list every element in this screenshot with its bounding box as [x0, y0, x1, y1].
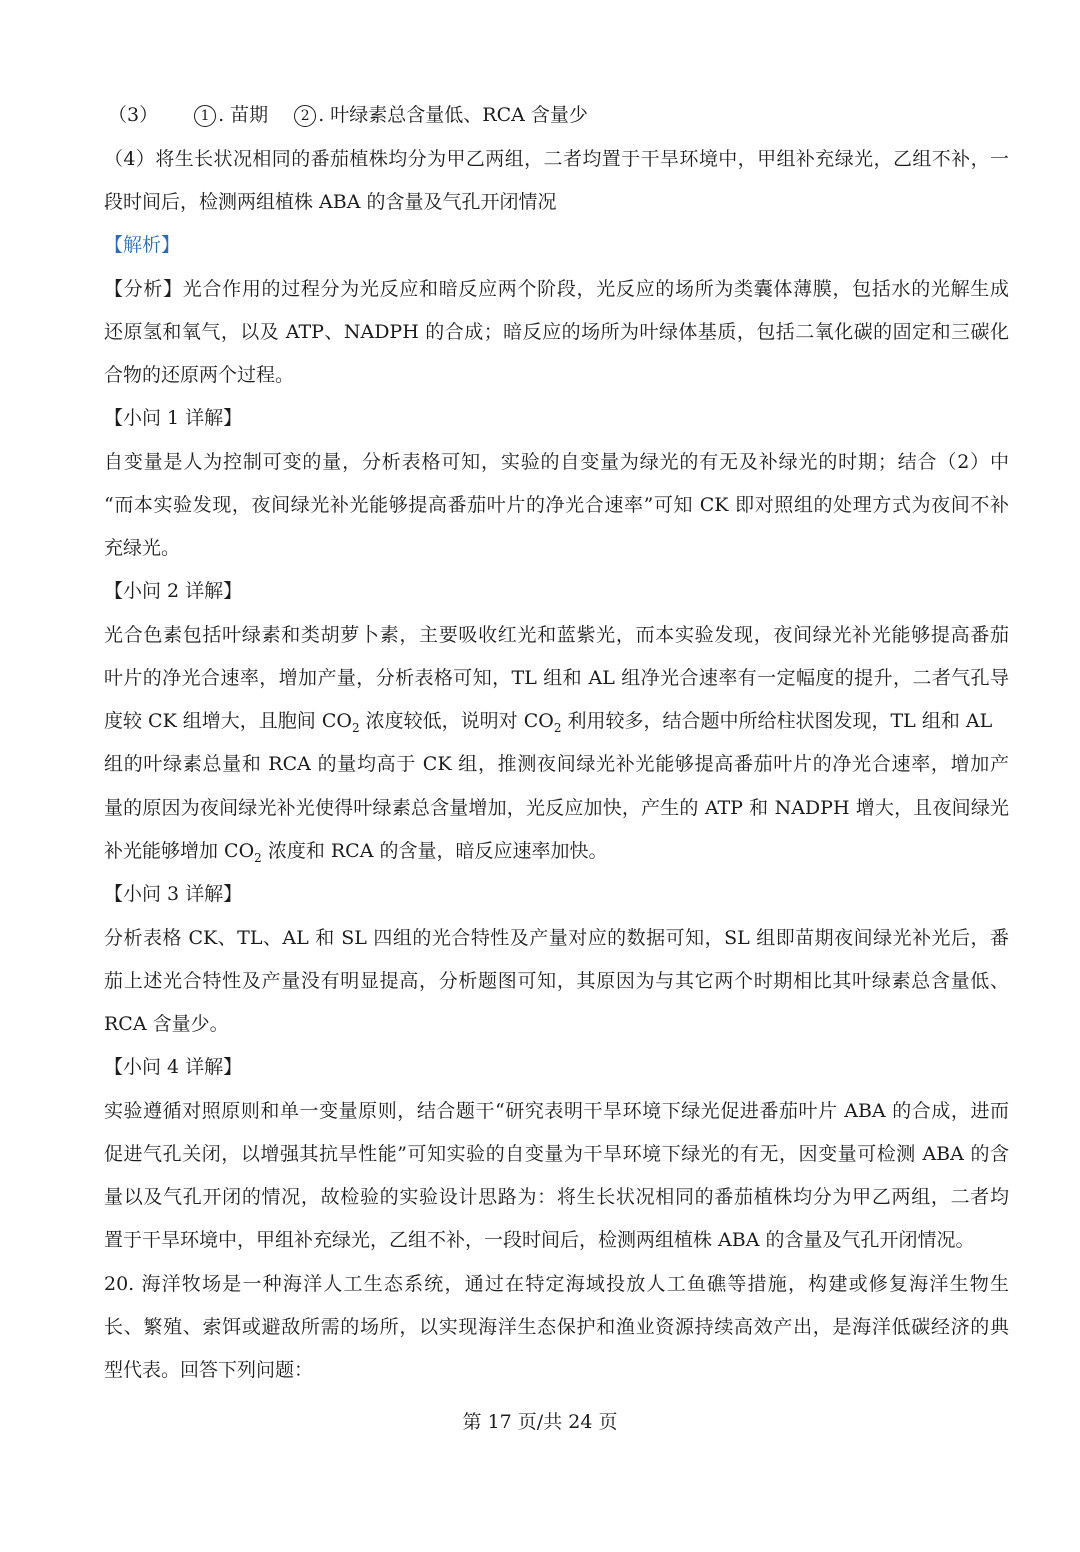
answer-3-item-1: . 苗期	[218, 104, 269, 126]
answer-4-line-2: 段时间后，检测两组植株 ABA 的含量及气孔开闭情况	[104, 191, 557, 213]
subquestion-3-heading: 【小问 3 详解】	[104, 883, 243, 905]
subscript: 2	[254, 850, 262, 865]
subquestion-2-heading: 【小问 2 详解】	[104, 580, 243, 602]
subquestion-4-line-3: 量以及气孔开闭的情况，故检验的实验设计思路为：将生长状况相同的番茄植株均分为甲乙两组，二者均	[104, 1186, 1009, 1208]
subquestion-2-line-1: 光合色素包括叶绿素和类胡萝卜素，主要吸收红光和蓝紫光，而本实验发现，夜间绿光补光能够提高番茄	[104, 624, 1009, 646]
subquestion-1-heading: 【小问 1 详解】	[104, 407, 243, 429]
answer-3-item-2: . 叶绿素总含量低、RCA 含量少	[318, 104, 588, 126]
question-20-line-1: 20. 海洋牧场是一种海洋人工生态系统，通过在特定海域投放人工鱼礁等措施，构建或修复海洋生物生	[104, 1273, 1009, 1295]
question-20-line-3: 型代表。回答下列问题：	[104, 1359, 314, 1381]
text-run: 浓度和 RCA 的含量，暗反应速率加快。	[261, 840, 608, 862]
analysis-line-1: 【分析】光合作用的过程分为光反应和暗反应两个阶段，光反应的场所为类囊体薄膜，包括水的光解生成	[104, 278, 1009, 300]
subquestion-4-heading: 【小问 4 详解】	[104, 1056, 243, 1078]
analysis-line-3: 合物的还原两个过程。	[104, 364, 295, 386]
subquestion-1-line-1: 自变量是人为控制可变的量，分析表格可知，实验的自变量为绿光的有无及补绿光的时期；结合（2）中	[104, 451, 1009, 473]
analysis-line-2: 还原氢和氧气，以及 ATP、NADPH 的合成；暗反应的场所为叶绿体基质，包括二氧化碳的固定和三碳化	[104, 321, 1009, 343]
subscript: 2	[351, 720, 360, 735]
answer-3-prefix: （3）	[108, 104, 159, 126]
answer-4-line-1: （4）将生长状况相同的番茄植株均分为甲乙两组，二者均置于干旱环境中，甲组补充绿光，乙组不补，一	[104, 148, 1009, 170]
subquestion-1-line-3: 充绿光。	[104, 537, 181, 559]
page-footer: 第 17 页/共 24 页	[462, 1411, 618, 1433]
subquestion-1-line-2: “而本实验发现，夜间绿光补光能够提高番茄叶片的净光合速率”可知 CK 即对照组的处理方式为夜间不补	[104, 494, 1009, 516]
subquestion-2-line-5: 量的原因为夜间绿光补光使得叶绿素总含量增加，光反应加快，产生的 ATP 和 NADPH 增大，且夜间绿光	[104, 797, 1009, 819]
subquestion-4-line-2: 促进气孔关闭，以增强其抗旱性能”可知实验的自变量为干旱环境下绿光的有无，因变量可检测 ABA 的含	[104, 1143, 1009, 1165]
subquestion-3-line-2: 茄上述光合特性及产量没有明显提高，分析题图可知，其原因为与其它两个时期相比其叶绿素总含量低、	[104, 970, 1009, 992]
text-run: 浓度较低，说明对 CO	[359, 710, 554, 732]
subquestion-4-line-4: 置于干旱环境中，甲组补充绿光，乙组不补，一段时间后，检测两组植株 ABA 的含量及气孔开闭情况。	[104, 1229, 975, 1251]
subquestion-2-line-6	[104, 837, 1009, 865]
circled-number-2: 2	[294, 105, 316, 127]
text-run: 补光能够增加 CO	[104, 840, 255, 862]
subquestion-3-line-1: 分析表格 CK、TL、AL 和 SL 四组的光合特性及产量对应的数据可知，SL 组即苗期夜间绿光补光后，番	[104, 927, 1009, 949]
analysis-heading: 【解析】	[104, 234, 181, 256]
subscript: 2	[553, 720, 562, 735]
subquestion-2-line-3	[104, 707, 1009, 735]
answer-3-line	[108, 101, 1013, 129]
circled-number-1: 1	[194, 105, 216, 127]
subquestion-4-line-1: 实验遵循对照原则和单一变量原则，结合题干“研究表明干旱环境下绿光促进番茄叶片 ABA 的合成，进而	[104, 1100, 1009, 1122]
subquestion-2-line-4: 组的叶绿素总量和 RCA 的量均高于 CK 组，推测夜间绿光补光能够提高番茄叶片的净光合速率，增加产	[104, 753, 1009, 775]
text-run: 度较 CK 组增大，且胞间 CO	[104, 710, 352, 732]
question-20-line-2: 长、繁殖、索饵或避敌所需的场所，以实现海洋生态保护和渔业资源持续高效产出，是海洋低碳经济的典	[104, 1316, 1009, 1338]
subquestion-3-line-3: RCA 含量少。	[104, 1013, 229, 1035]
text-run: 利用较多，结合题中所给柱状图发现，TL 组和 AL	[561, 710, 993, 732]
subquestion-2-line-2: 叶片的净光合速率，增加产量，分析表格可知，TL 组和 AL 组净光合速率有一定幅度的提升，二者气孔导	[104, 667, 1009, 689]
